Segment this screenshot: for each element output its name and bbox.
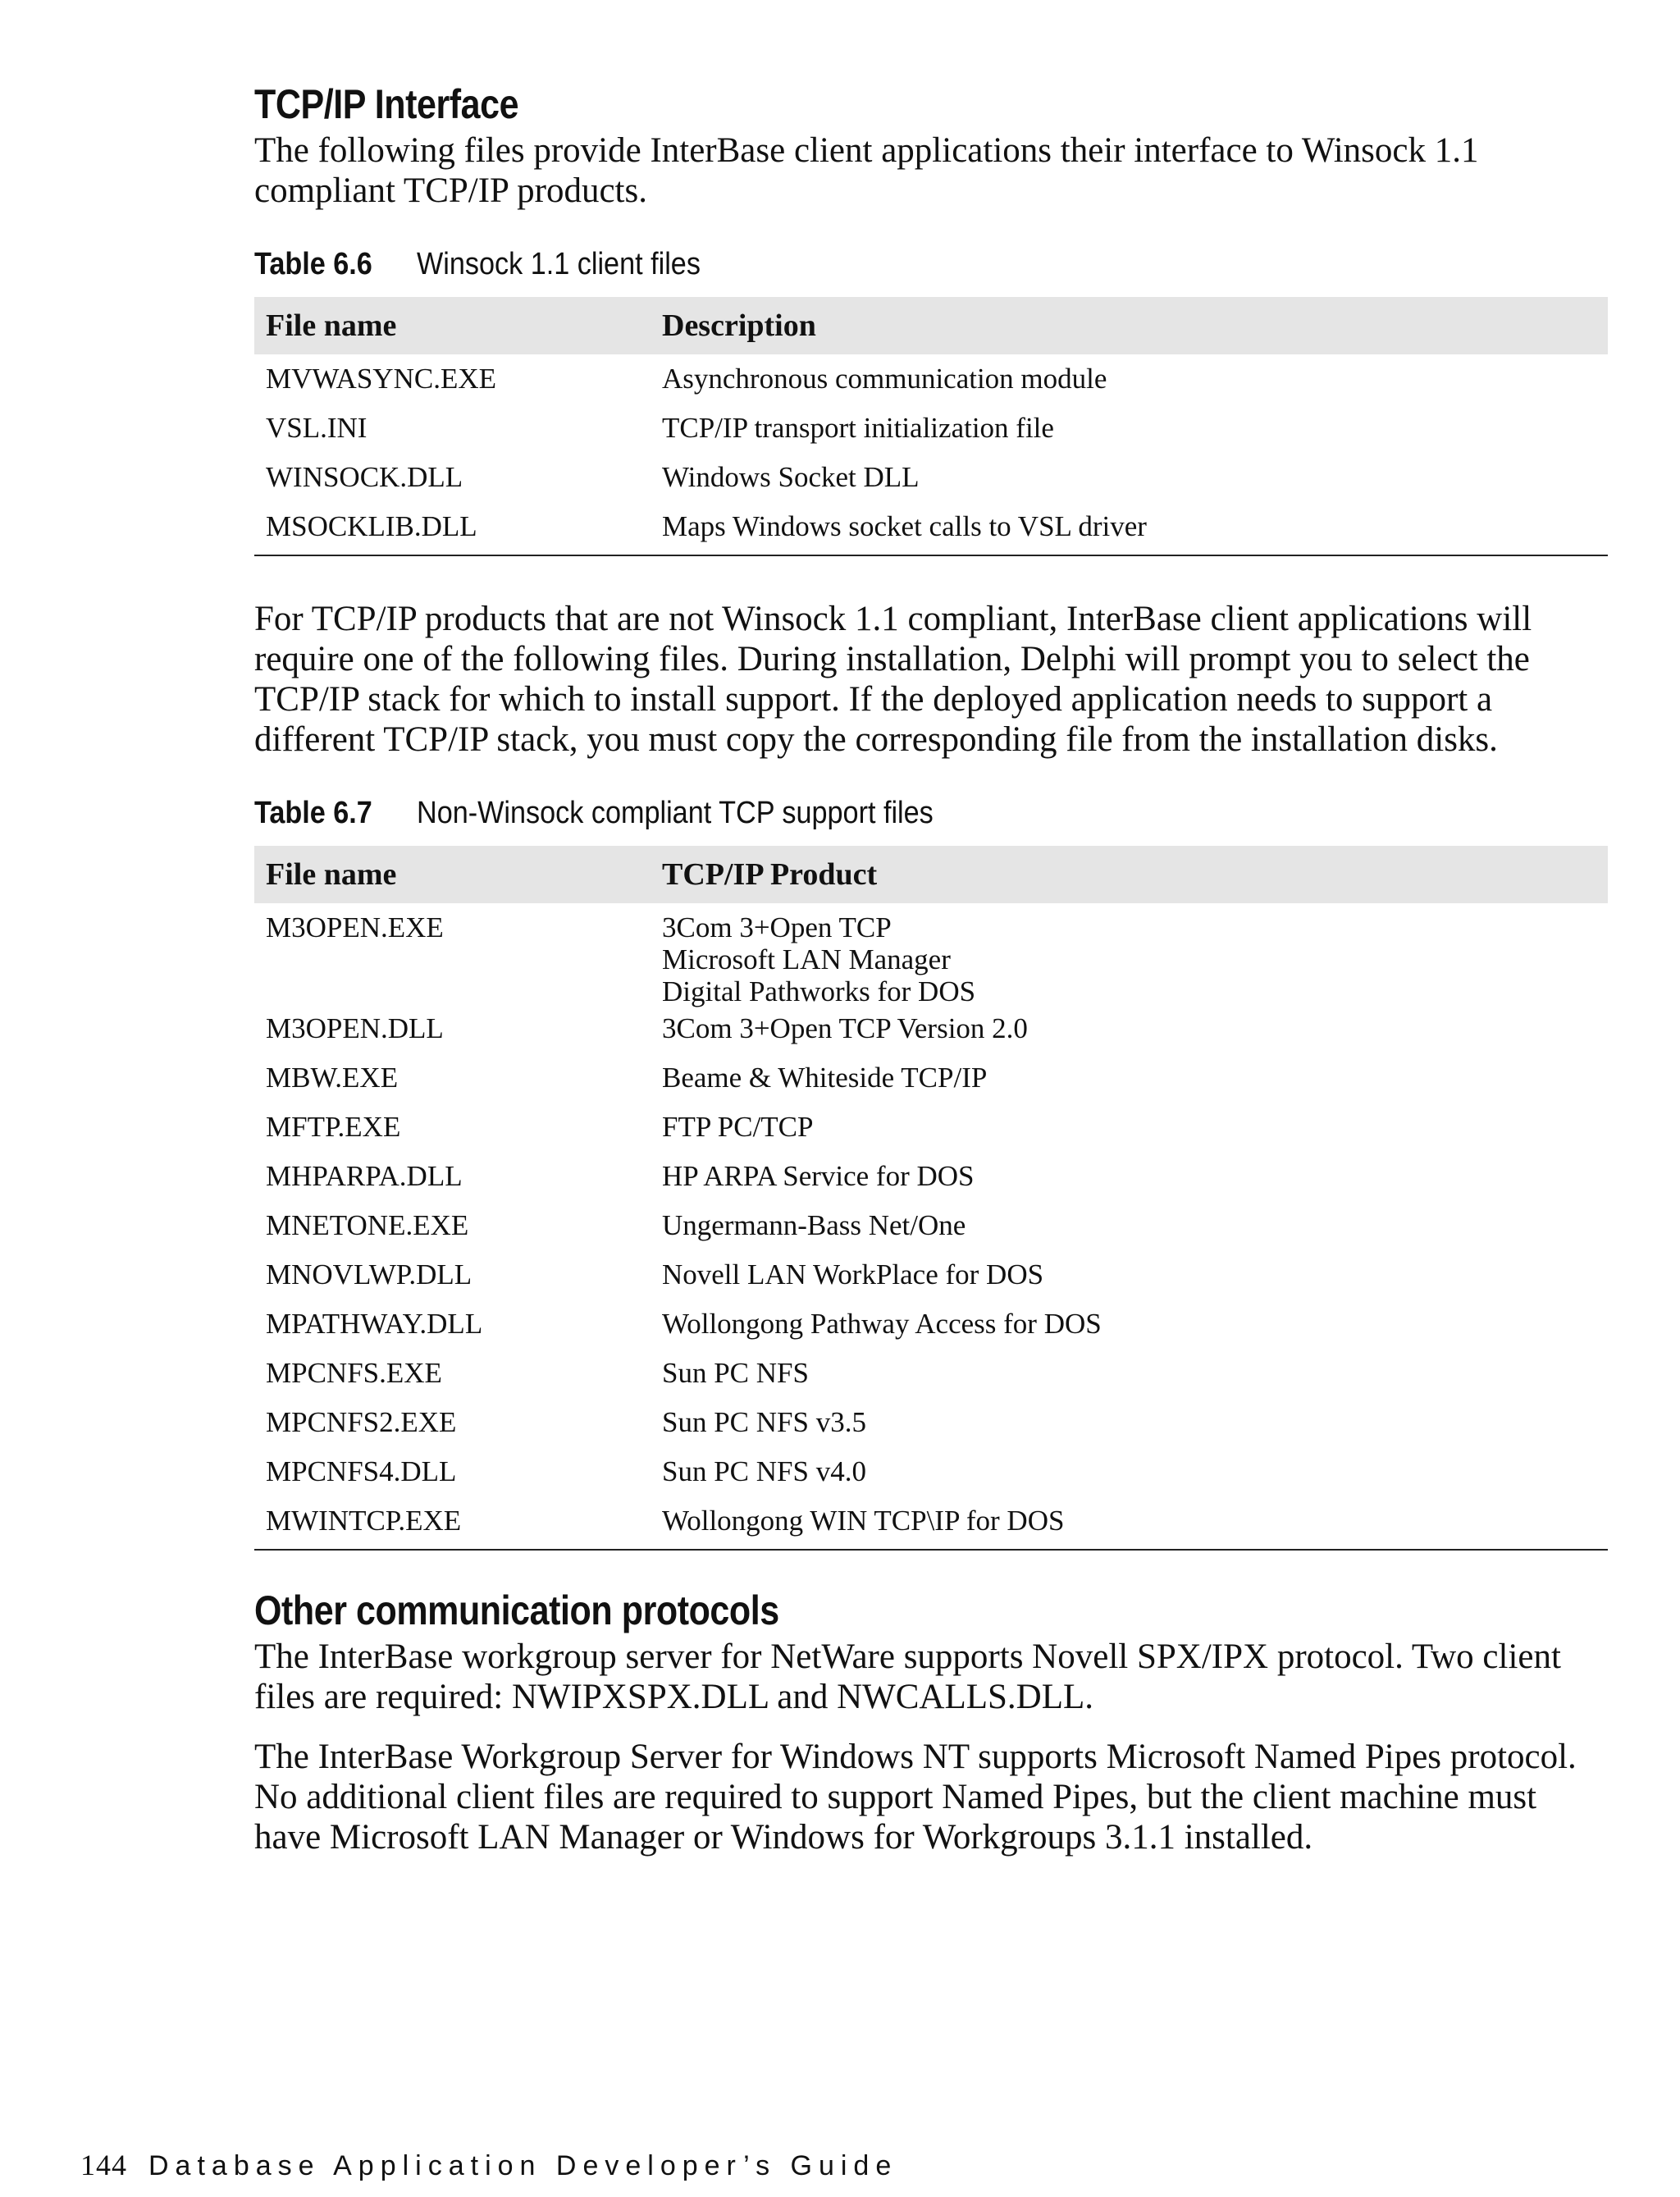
- file-name-cell: MSOCKLIB.DLL: [266, 510, 477, 542]
- description-cell: Windows Socket DLL: [662, 461, 920, 493]
- table-row: [254, 1401, 1608, 1450]
- product-cell: Beame & Whiteside TCP/IP: [662, 1062, 988, 1094]
- non-winsock-support-files-table: [254, 846, 1608, 1551]
- table-row: [254, 903, 1608, 1007]
- product-line: 3Com 3+Open TCP: [662, 911, 892, 943]
- product-cell: FTP PC/TCP: [662, 1111, 814, 1143]
- table-6-6-caption: [254, 247, 1472, 282]
- file-name-cell: MBW.EXE: [266, 1062, 399, 1094]
- section-heading-tcpip: TCP/IP Interface: [254, 81, 519, 127]
- table-6-6-number: Table 6.6: [254, 247, 372, 281]
- product-cell: HP ARPA Service for DOS: [662, 1160, 975, 1192]
- named-pipes-paragraph: The InterBase Workgroup Server for Windows NT supports Microsoft Named Pipes protocol. No additional client files are required to support Named Pipes, but the client machine must have Microsoft LAN Manager or Windows for Workgroups 3.1.1 installed.: [254, 1738, 1577, 1857]
- table-6-7-number: Table 6.7: [254, 796, 372, 830]
- winsock-client-files-table: [254, 297, 1608, 556]
- file-name-cell: MVWASYNC.EXE: [266, 363, 496, 395]
- file-name-cell: VSL.INI: [266, 412, 368, 444]
- product-cell: Novell LAN WorkPlace for DOS: [662, 1258, 1044, 1290]
- file-name-cell: M3OPEN.DLL: [266, 1012, 444, 1044]
- table-row: [254, 354, 1608, 407]
- product-cell: Ungermann-Bass Net/One: [662, 1209, 966, 1241]
- table-row: [254, 1007, 1608, 1057]
- product-line: Digital Pathworks for DOS: [662, 975, 976, 1007]
- table-row: [254, 1352, 1608, 1401]
- file-name-cell: MHPARPA.DLL: [266, 1160, 463, 1192]
- section-heading-other-protocols: Other communication protocols: [254, 1587, 779, 1633]
- table-6-7-caption: [254, 796, 1472, 831]
- table-6-7-title: Non-Winsock compliant TCP support files: [417, 796, 934, 830]
- column-header-description: Description: [651, 297, 1608, 354]
- product-cell: Sun PC NFS v4.0: [662, 1455, 866, 1487]
- product-cell: Wollongong WIN TCP\IP for DOS: [662, 1505, 1065, 1537]
- column-header-file-name: File name: [254, 846, 651, 903]
- table-row: [254, 1500, 1608, 1550]
- table-6-6-title: Winsock 1.1 client files: [417, 247, 701, 281]
- file-name-cell: MPCNFS4.DLL: [266, 1455, 457, 1487]
- file-name-cell: WINSOCK.DLL: [266, 461, 463, 493]
- column-header-file-name: File name: [254, 297, 651, 354]
- table-row: [254, 1450, 1608, 1500]
- table-header-row: [254, 846, 1608, 903]
- product-line: Microsoft LAN Manager: [662, 943, 951, 975]
- table-row: [254, 1155, 1608, 1204]
- file-name-cell: MWINTCP.EXE: [266, 1505, 462, 1537]
- table-row: [254, 407, 1608, 456]
- page-footer: [80, 2148, 897, 2182]
- description-cell: Maps Windows socket calls to VSL driver: [662, 510, 1147, 542]
- table-row: [254, 1106, 1608, 1155]
- table-row: [254, 1303, 1608, 1352]
- file-name-cell: MNOVLWP.DLL: [266, 1258, 472, 1290]
- file-name-cell: MFTP.EXE: [266, 1111, 401, 1143]
- non-winsock-paragraph: For TCP/IP products that are not Winsock 1.1 compliant, InterBase client applications will require one of the following files. During installation, Delphi will prompt you to select the TCP/IP stack for which to install support. If the deployed application needs to support a different TCP/IP stack, you must copy the corresponding file from the installation disks.: [254, 600, 1532, 759]
- description-cell: Asynchronous communication module: [662, 363, 1107, 395]
- book-title: Database Application Developer’s Guide: [148, 2150, 898, 2181]
- file-name-cell: MPCNFS2.EXE: [266, 1406, 457, 1438]
- file-name-cell: MNETONE.EXE: [266, 1209, 469, 1241]
- table-row: [254, 505, 1608, 555]
- page-content: [254, 82, 1608, 1857]
- table-header-row: [254, 297, 1608, 354]
- product-cell: Wollongong Pathway Access for DOS: [662, 1308, 1102, 1340]
- tcpip-intro-paragraph: The following files provide InterBase client applications their interface to Winsock 1.1 compliant TCP/IP products.: [254, 131, 1479, 210]
- column-header-tcpip-product: TCP/IP Product: [651, 846, 1608, 903]
- table-row: [254, 1057, 1608, 1106]
- product-cell: Sun PC NFS v3.5: [662, 1406, 866, 1438]
- file-name-cell: MPATHWAY.DLL: [266, 1308, 483, 1340]
- netware-paragraph: The InterBase workgroup server for NetWare supports Novell SPX/IPX protocol. Two client files are required: NWIPXSPX.DLL and NWCALLS.DLL.: [254, 1637, 1561, 1716]
- product-cell: Sun PC NFS: [662, 1357, 809, 1389]
- table-row: [254, 1204, 1608, 1254]
- page-number: 144: [80, 2149, 127, 2181]
- file-name-cell: M3OPEN.EXE: [266, 911, 444, 943]
- product-cell: 3Com 3+Open TCP Version 2.0: [662, 1012, 1028, 1044]
- file-name-cell: MPCNFS.EXE: [266, 1357, 442, 1389]
- table-row: [254, 456, 1608, 505]
- table-row: [254, 1254, 1608, 1303]
- description-cell: TCP/IP transport initialization file: [662, 412, 1054, 444]
- product-cell: [651, 903, 1608, 1007]
